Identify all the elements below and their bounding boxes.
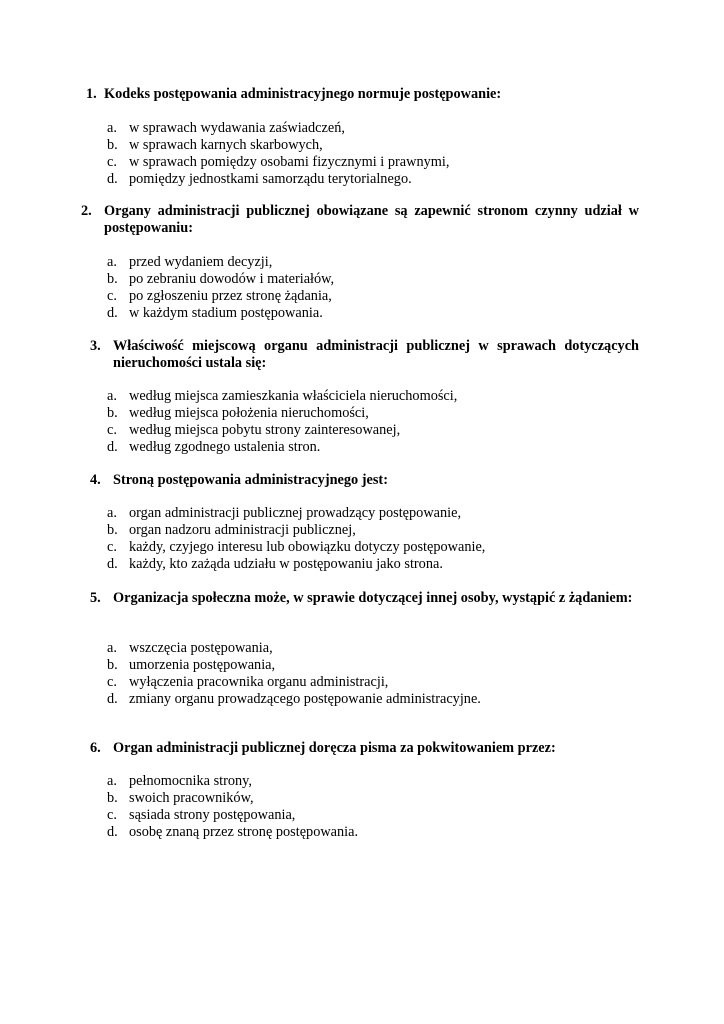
option-text: według miejsca położenia nieruchomości, [129,405,369,421]
option-letter: a. [107,773,117,789]
option-letter: a. [107,254,117,270]
question-heading [0,203,724,237]
option-text: zmiany organu prowadzącego postępowanie administracyjne. [129,691,481,707]
question-heading [0,338,724,372]
option-letter: b. [107,405,118,421]
option-text: według zgodnego ustalenia stron. [129,439,321,455]
option-letter: d. [107,691,118,707]
question-text: Kodeks postępowania administracyjnego normuje postępowanie: [104,86,502,102]
question-number: 6. [90,740,101,756]
question-text: Organy administracji publicznej obowiązane są zapewnić stronom czynny udział w postępowaniu: [104,203,639,236]
option-text: wyłączenia pracownika organu administracji, [129,674,389,690]
option-letter: c. [107,674,117,690]
option-text: w każdym stadium postępowania. [129,305,323,321]
question-text: Organ administracji publicznej doręcza pisma za pokwitowaniem przez: [113,740,556,756]
option-text: w sprawach wydawania zaświadczeń, [129,120,345,136]
option-letter: c. [107,422,117,438]
question-6 [0,740,724,840]
question-number: 5. [90,590,101,606]
question-number: 2. [81,203,92,219]
option-text: swoich pracowników, [129,790,254,806]
option-letter: d. [107,556,118,572]
question-heading [0,590,724,624]
option-text: każdy, kto zażąda udziału w postępowaniu jako strona. [129,556,443,572]
question-number: 4. [90,472,101,488]
question-text: Właściwość miejscową organu administracji publicznej w sprawach dotyczących nieruchomości ustala się: [113,338,639,371]
question-heading [0,740,724,757]
option-letter: b. [107,137,118,153]
option-text: według miejsca pobytu strony zainteresowanej, [129,422,401,438]
option-text: wszczęcia postępowania, [129,640,273,656]
option-letter: c. [107,288,117,304]
question-heading [0,86,724,103]
question-5 [0,590,724,707]
option-letter: d. [107,439,118,455]
question-1 [0,86,724,187]
option-text: przed wydaniem decyzji, [129,254,273,270]
question-text: Organizacja społeczna może, w sprawie dotyczącej innej osoby, wystąpić z żądaniem: [113,590,633,606]
option-text: pomiędzy jednostkami samorządu terytorialnego. [129,171,412,187]
question-number: 3. [90,338,101,354]
option-text: według miejsca zamieszkania właściciela nieruchomości, [129,388,458,404]
question-3 [0,338,724,455]
option-text: każdy, czyjego interesu lub obowiązku dotyczy postępowanie, [129,539,486,555]
option-text: sąsiada strony postępowania, [129,807,296,823]
option-letter: a. [107,505,117,521]
option-letter: a. [107,120,117,136]
option-letter: a. [107,640,117,656]
option-letter: c. [107,539,117,555]
question-heading [0,472,724,489]
option-letter: d. [107,824,118,840]
option-letter: b. [107,790,118,806]
question-text: Stroną postępowania administracyjnego jest: [113,472,388,488]
option-text: w sprawach pomiędzy osobami fizycznymi i prawnymi, [129,154,450,170]
option-text: organ nadzoru administracji publicznej, [129,522,356,538]
option-letter: c. [107,154,117,170]
option-letter: b. [107,522,118,538]
option-letter: b. [107,271,118,287]
option-letter: a. [107,388,117,404]
question-number: 1. [86,86,97,102]
option-letter: b. [107,657,118,673]
option-letter: c. [107,807,117,823]
option-letter: d. [107,171,118,187]
option-text: pełnomocnika strony, [129,773,252,789]
option-text: po zebraniu dowodów i materiałów, [129,271,335,287]
question-4 [0,472,724,572]
option-text: organ administracji publicznej prowadzący postępowanie, [129,505,462,521]
option-letter: d. [107,305,118,321]
question-2 [0,203,724,321]
option-text: po zgłoszeniu przez stronę żądania, [129,288,332,304]
option-text: w sprawach karnych skarbowych, [129,137,323,153]
option-text: umorzenia postępowania, [129,657,276,673]
option-text: osobę znaną przez stronę postępowania. [129,824,359,840]
